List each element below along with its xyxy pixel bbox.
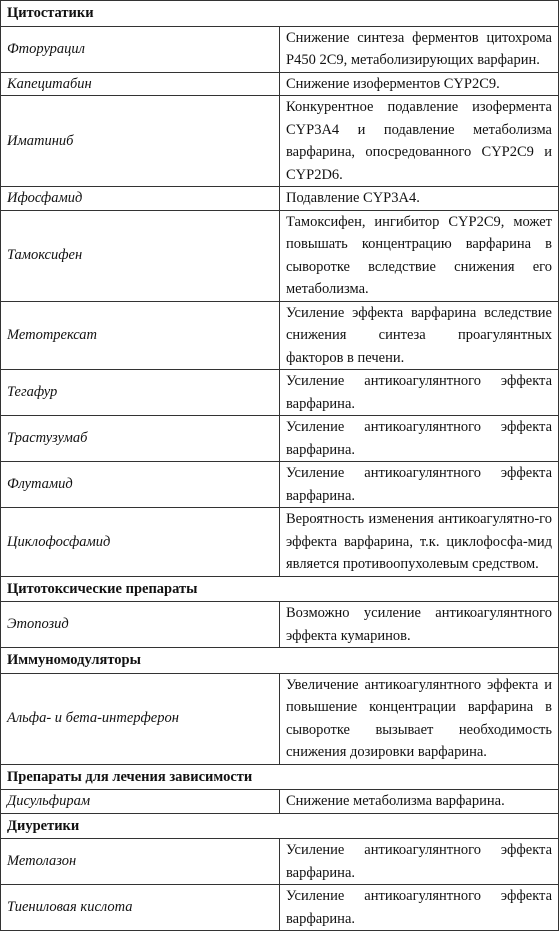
interaction-effect-cell: Усиление антикоагулянтного эффекта варфарина. — [280, 885, 559, 931]
interaction-effect-cell: Усиление антикоагулянтного эффекта варфарина. — [280, 839, 559, 885]
table-row — [1, 462, 559, 508]
interaction-effect-cell: Увеличение антикоагулянтного эффекта и повышение концентрации варфарина в сыворотке вызывает необходимость снижения дозировки варфарина. — [280, 673, 559, 764]
category-row — [1, 648, 559, 674]
table-row — [1, 839, 559, 885]
category-heading: Иммуномодуляторы — [1, 648, 559, 674]
drug-name-cell: Тегафур — [1, 370, 280, 416]
drug-name-cell: Тиениловая кислота — [1, 885, 280, 931]
table-row — [1, 301, 559, 370]
table-row — [1, 187, 559, 211]
drug-name-cell: Этопозид — [1, 602, 280, 648]
category-heading: Диуретики — [1, 813, 559, 839]
table-row — [1, 96, 559, 187]
drug-name-cell: Метолазон — [1, 839, 280, 885]
table-row — [1, 602, 559, 648]
interaction-effect-cell: Усиление эффекта варфарина вследствие снижения синтеза проагулянтных факторов в печени. — [280, 301, 559, 370]
drug-name-cell: Альфа- и бета-интерферон — [1, 673, 280, 764]
drug-name-cell: Циклофосфамид — [1, 508, 280, 577]
drug-name-cell: Метотрексат — [1, 301, 280, 370]
interaction-effect-cell: Усиление антикоагулянтного эффекта варфарина. — [280, 370, 559, 416]
table-row — [1, 885, 559, 931]
table-row — [1, 790, 559, 814]
drug-name-cell: Иматиниб — [1, 96, 280, 187]
table-row — [1, 72, 559, 96]
interaction-effect-cell: Вероятность изменения антикоагулятно-го эффекта варфарина, т.к. циклофосфа-мид является противоопухолевым средством. — [280, 508, 559, 577]
interaction-effect-cell: Снижение метаболизма варфарина. — [280, 790, 559, 814]
table-row — [1, 210, 559, 301]
interaction-effect-cell: Тамоксифен, ингибитор CYP2C9, может повышать концентрацию варфарина в сыворотке вследствие снижения его метаболизма. — [280, 210, 559, 301]
interaction-effect-cell: Подавление CYP3A4. — [280, 187, 559, 211]
category-row — [1, 813, 559, 839]
table-row — [1, 416, 559, 462]
category-heading: Препараты для лечения зависимости — [1, 764, 559, 790]
table-row — [1, 26, 559, 72]
interaction-effect-cell: Усиление антикоагулянтного эффекта варфарина. — [280, 462, 559, 508]
drug-name-cell: Трастузумаб — [1, 416, 280, 462]
category-heading: Цитостатики — [1, 1, 559, 27]
category-row — [1, 1, 559, 27]
category-heading: Цитотоксические препараты — [1, 576, 559, 602]
interaction-effect-cell: Снижение изоферментов CYP2C9. — [280, 72, 559, 96]
drug-name-cell: Капецитабин — [1, 72, 280, 96]
interaction-effect-cell: Возможно усиление антикоагулянтного эффекта кумаринов. — [280, 602, 559, 648]
table-body — [1, 1, 559, 931]
table-row — [1, 673, 559, 764]
interaction-effect-cell: Снижение синтеза ферментов цитохрома P450 2C9, метаболизирующих варфарин. — [280, 26, 559, 72]
table-row — [1, 370, 559, 416]
drug-name-cell: Фторурацил — [1, 26, 280, 72]
category-row — [1, 576, 559, 602]
category-row — [1, 764, 559, 790]
drug-name-cell: Ифосфамид — [1, 187, 280, 211]
drug-name-cell: Дисульфирам — [1, 790, 280, 814]
interaction-effect-cell: Усиление антикоагулянтного эффекта варфарина. — [280, 416, 559, 462]
drug-name-cell: Флутамид — [1, 462, 280, 508]
table-row — [1, 508, 559, 577]
drug-name-cell: Тамоксифен — [1, 210, 280, 301]
interaction-effect-cell: Конкурентное подавление изофермента CYP3A4 и подавление метаболизма варфарина, опосредованного CYP2C9 и CYP2D6. — [280, 96, 559, 187]
